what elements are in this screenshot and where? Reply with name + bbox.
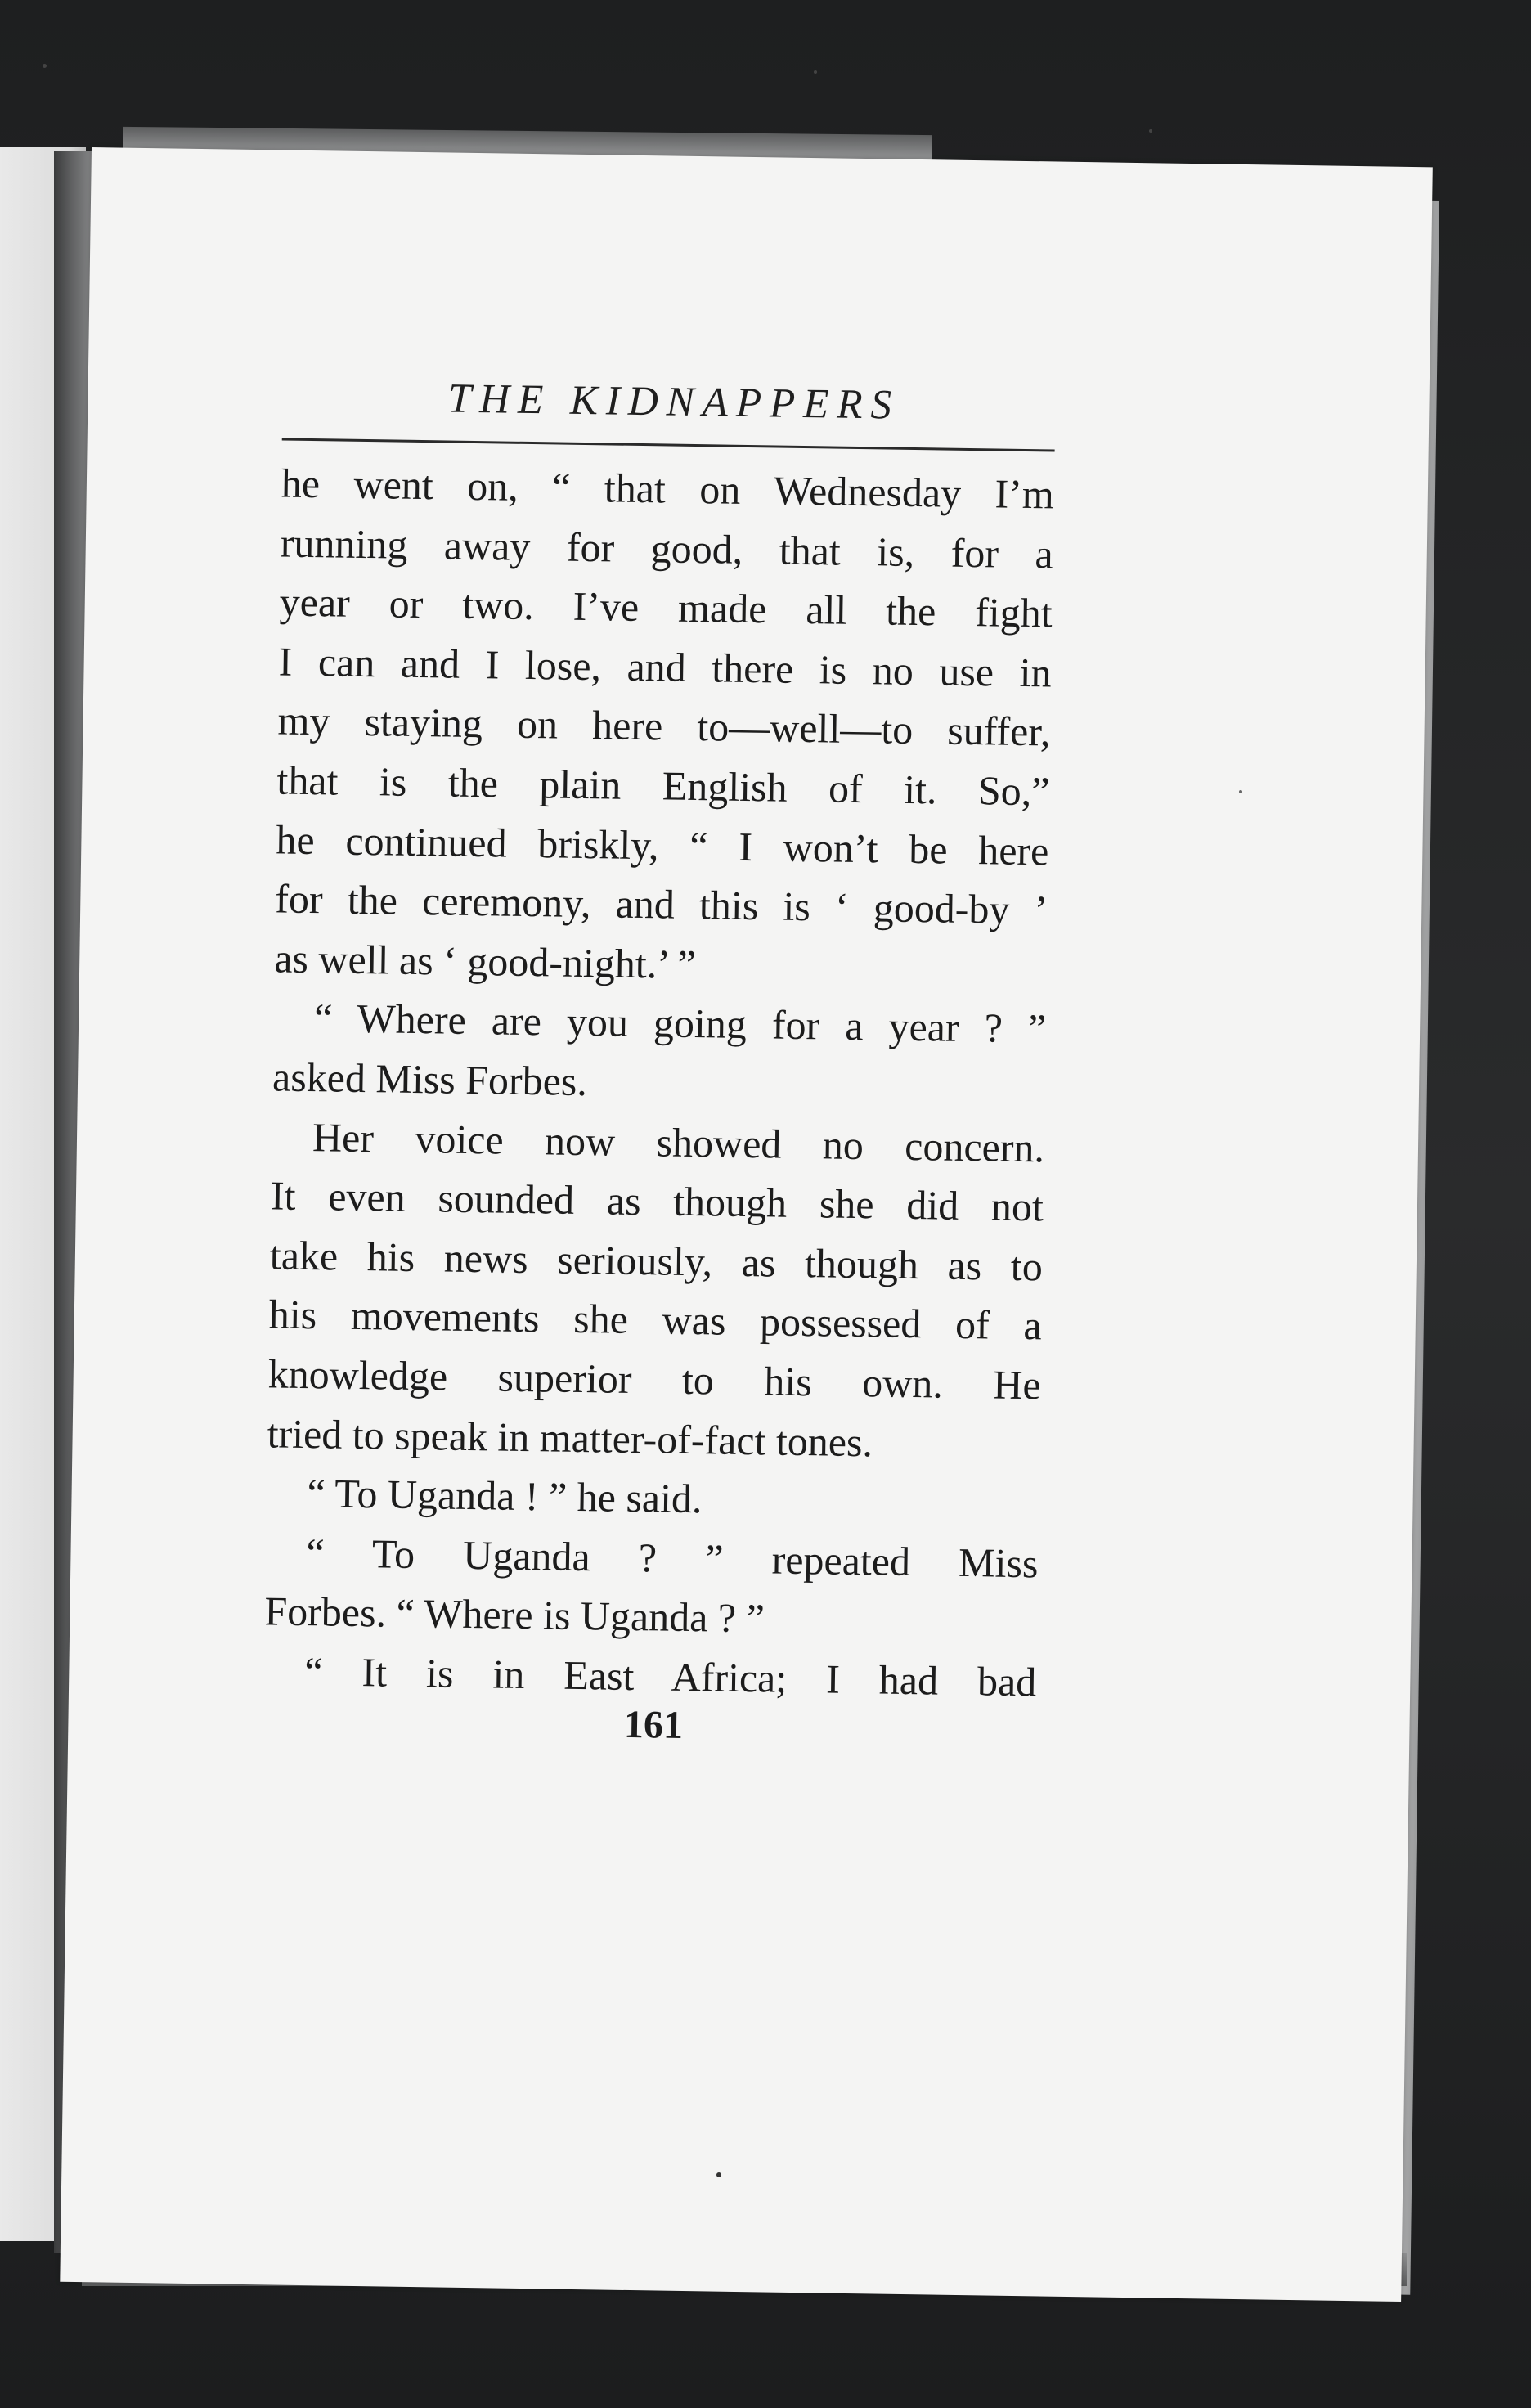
scan-speck [716,2172,721,2177]
text-line: knowledge superior to his own. He [267,1350,1042,1408]
text-line: my staying on here to—well—to suffer, [277,697,1051,755]
text-line: his movements she was possessed of a [268,1291,1043,1349]
scan-speck [1149,129,1152,133]
text-line: for the ceremony, and this is ‘ good-by ’ [274,875,1048,933]
text-line: “ To Uganda ? ” repeated Miss [306,1529,1039,1587]
scan-speck [1239,790,1242,793]
text-line: running away for good, that is, for a [280,519,1054,577]
running-head-rule [282,438,1055,452]
text-line: “ To Uganda ! ” he said. [307,1470,703,1522]
text-line: Forbes. “ Where is Uganda ? ” [264,1588,766,1642]
text-line: I can and I lose, and there is no use in [278,638,1053,696]
text-line: that is the plain English of it. So,” [276,757,1050,815]
text-line: tried to speak in matter-of-fact tones. [267,1409,873,1465]
text-line: take his news seriously, as though as to [269,1232,1044,1290]
text-line: “ It is in East Africa; I had bad [303,1647,1037,1705]
text-line: he continued briskly, “ I won’t be here [276,816,1049,874]
text-line: he went on, “ that on Wednesday I’m [281,460,1055,518]
text-line: as well as ‘ good-night.’ ” [273,935,697,987]
scan-speck [43,64,47,68]
text-line: year or two. I’ve made all the fight [279,578,1053,636]
text-line: It even sounded as though she did not [270,1172,1044,1230]
text-line: asked Miss Forbes. [272,1054,588,1105]
scan-speck [814,70,817,74]
book-page [60,147,1433,2302]
running-head: THE KIDNAPPERS [447,375,900,429]
text-line: “ Where are you going for a year ? ” [313,995,1047,1052]
page-number: 161 [623,1703,684,1748]
text-block [263,371,1056,1754]
text-line: Her voice now showed no concern. [312,1113,1045,1170]
body-text [263,453,1055,1711]
